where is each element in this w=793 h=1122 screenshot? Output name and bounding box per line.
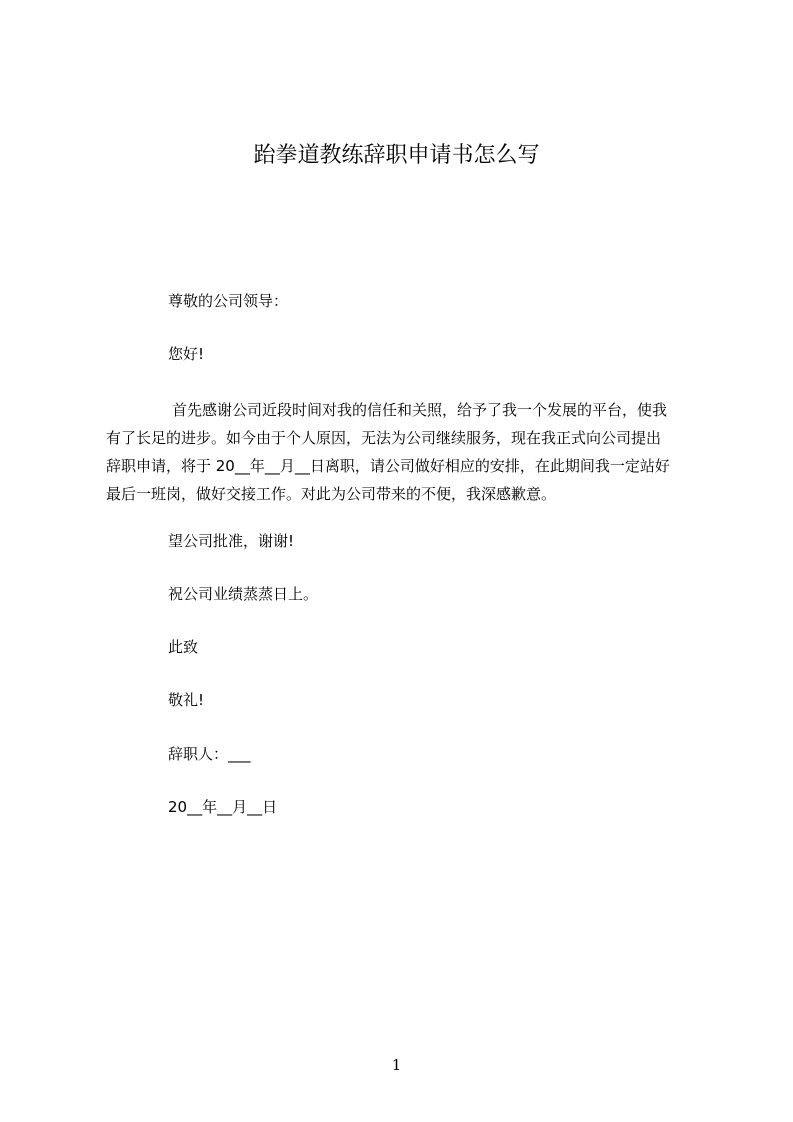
signature-line: 辞职人：___: [168, 745, 251, 763]
body-line: 有了长足的进步。如今由于个人原因，无法为公司继续服务，现在我正式向公司提出: [106, 429, 662, 447]
date-line: 20__年__月__日: [168, 798, 278, 816]
document-title: 跆拳道教练辞职申请书怎么写: [253, 143, 540, 168]
body-line: 最后一班岗，做好交接工作。对此为公司带来的不便，我深感歉意。: [106, 485, 557, 503]
wish-line: 祝公司业绩蒸蒸日上。: [168, 585, 319, 603]
regards-line: 敬礼!: [168, 691, 205, 709]
salutation: 尊敬的公司领导：: [168, 292, 289, 310]
page-number: 1: [391, 1056, 402, 1074]
closing-line: 此致: [168, 638, 199, 656]
body-line: 辞职申请，将于 20__年__月__日离职，请公司做好相应的安排，在此期间我一定站好: [106, 457, 670, 475]
body-paragraph: [106, 396, 696, 508]
greeting: 您好!: [168, 345, 205, 363]
request-line: 望公司批准，谢谢!: [168, 532, 295, 550]
body-line: 首先感谢公司近段时间对我的信任和关照，给予了我一个发展的平台，使我: [172, 401, 668, 419]
